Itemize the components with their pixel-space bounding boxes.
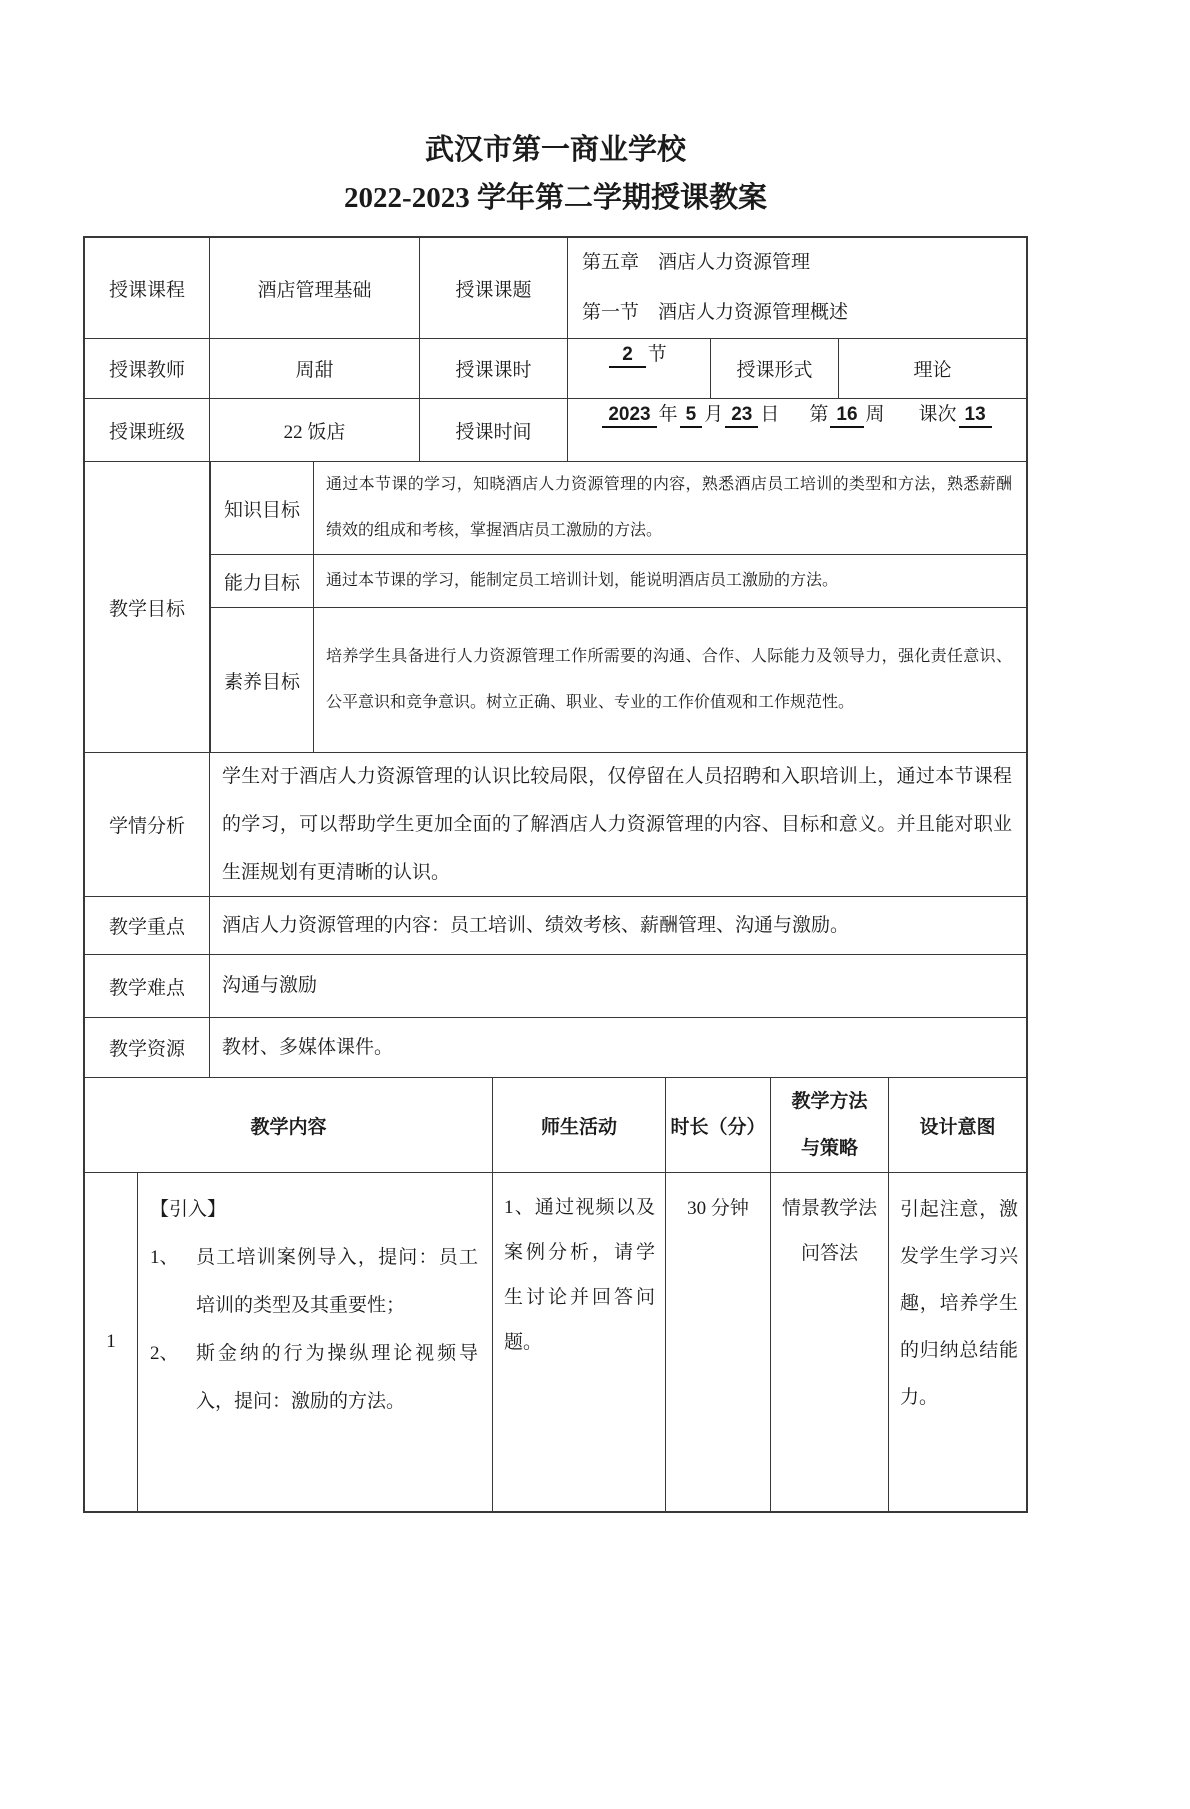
plan-row-content	[137, 1173, 492, 1511]
time-lesson-prefix: 课次	[918, 404, 957, 425]
time-year-unit: 年	[658, 404, 678, 425]
plan-header-method-line2: 与策略	[800, 1138, 858, 1159]
teacher-label: 授课教师	[108, 360, 185, 381]
document-body	[83, 126, 1028, 1513]
lesson-plan-page	[0, 126, 1190, 1809]
time-week: 16	[830, 404, 863, 428]
class-value: 22 饭店	[209, 399, 419, 461]
plan-header-duration: 时长（分）	[665, 1078, 770, 1172]
time-year: 2023	[602, 404, 656, 428]
teacher-value: 周甜	[209, 339, 419, 398]
goal-knowledge-row	[210, 462, 1026, 554]
topic-label: 授课课题	[419, 238, 567, 338]
focus-text: 酒店人力资源管理的内容：员工培训、绩效考核、薪酬管理、沟通与激励。	[209, 897, 1026, 954]
resource-label: 教学资源	[108, 1039, 185, 1060]
topic-value	[567, 238, 1026, 338]
plan-item-text: 斯金纳的行为操纵理论视频导入，提问：激励的方法。	[196, 1343, 478, 1412]
hours-label: 授课课时	[419, 339, 567, 398]
time-day: 23	[725, 404, 758, 428]
plan-row-method	[770, 1173, 888, 1511]
class-label: 授课班级	[108, 421, 185, 443]
plan-row-intent: 引起注意，激发学生学习兴趣，培养学生的归纳总结能力。	[888, 1173, 1026, 1511]
row-focus	[85, 896, 1026, 954]
resource-text: 教材、多媒体课件。	[209, 1018, 1026, 1077]
plan-row-number: 1	[106, 1331, 116, 1352]
goal-knowledge-text: 通过本节课的学习，知晓酒店人力资源管理的内容，熟悉酒店员工培训的类型和方法，熟悉薪酬绩效的组成和考核，掌握酒店员工激励的方法。	[313, 462, 1026, 554]
document-title	[83, 126, 1028, 222]
form-label: 授课形式	[710, 339, 838, 398]
school-name: 武汉市第一商业学校	[424, 134, 686, 166]
time-week-unit: 周	[865, 404, 885, 425]
row-resource	[85, 1017, 1026, 1077]
plan-header-activity: 师生活动	[492, 1078, 665, 1172]
row-analysis	[85, 752, 1026, 896]
row-goals	[85, 461, 1026, 752]
difficulty-label: 教学难点	[108, 977, 185, 999]
difficulty-text: 沟通与激励	[209, 955, 1026, 1017]
hours-unit: 节	[647, 344, 667, 365]
plan-header-method-line1: 教学方法	[791, 1091, 868, 1112]
goals-label: 教学目标	[108, 598, 185, 620]
goal-quality-row	[210, 607, 1026, 752]
topic-section: 第一节 酒店人力资源管理概述	[582, 302, 849, 323]
time-day-unit: 日	[760, 404, 780, 425]
plan-method-item: 情景教学法	[781, 1198, 877, 1219]
goal-quality-text: 培养学生具备进行人力资源管理工作所需要的沟通、合作、人际能力及领导力，强化责任意识、公平意识和竞争意识。树立正确、职业、专业的工作价值观和工作规范性。	[313, 608, 1026, 752]
plan-content-section-title: 【引入】	[150, 1199, 227, 1220]
plan-row-activity: 1、通过视频以及案例分析，请学生讨论并回答问题。	[492, 1173, 665, 1511]
row-teacher	[85, 338, 1026, 398]
plan-item-marker: 2、	[150, 1343, 179, 1364]
plan-header-content: 教学内容	[250, 1116, 327, 1138]
hours-number: 2	[609, 344, 646, 368]
time-label: 授课时间	[419, 399, 567, 461]
plan-item-text: 员工培训案例导入，提问：员工培训的类型及其重要性；	[196, 1247, 478, 1316]
topic-chapter: 第五章 酒店人力资源管理	[582, 252, 811, 273]
plan-method-item: 问答法	[800, 1243, 858, 1264]
row-course	[85, 238, 1026, 338]
time-lesson: 13	[959, 404, 992, 428]
goal-quality-label: 素养目标	[210, 608, 313, 752]
plan-row-duration: 30 分钟	[665, 1173, 770, 1511]
document-subtitle: 2022-2023 学年第二学期授课教案	[344, 182, 767, 214]
time-month-unit: 月	[704, 404, 724, 425]
time-week-prefix: 第	[809, 404, 829, 425]
plan-content-item	[150, 1330, 482, 1426]
plan-header-row	[85, 1077, 1026, 1172]
course-value: 酒店管理基础	[209, 238, 419, 338]
goals-rows	[209, 462, 1026, 752]
plan-header-method	[770, 1078, 888, 1172]
plan-data-row	[85, 1172, 1026, 1511]
row-class	[85, 398, 1026, 461]
course-label: 授课课程	[108, 279, 185, 301]
time-month: 5	[680, 404, 703, 428]
plan-item-marker: 1、	[150, 1247, 179, 1268]
focus-label: 教学重点	[108, 917, 185, 938]
goal-ability-label: 能力目标	[210, 555, 313, 607]
form-value: 理论	[838, 339, 1026, 398]
plan-header-intent: 设计意图	[888, 1078, 1026, 1172]
hours-value	[567, 339, 710, 398]
goal-ability-row	[210, 554, 1026, 607]
time-value	[567, 399, 1026, 461]
goal-ability-text: 通过本节课的学习，能制定员工培训计划，能说明酒店员工激励的方法。	[313, 555, 1026, 607]
lesson-plan-table	[83, 236, 1028, 1513]
analysis-text: 学生对于酒店人力资源管理的认识比较局限，仅停留在人员招聘和入职培训上，通过本节课程的学习，可以帮助学生更加全面的了解酒店人力资源管理的内容、目标和意义。并且能对职业生涯规划有更清晰的认识。	[209, 753, 1026, 896]
plan-content-item	[150, 1234, 482, 1330]
analysis-label: 学情分析	[108, 816, 185, 837]
row-difficulty	[85, 954, 1026, 1017]
goal-knowledge-label: 知识目标	[210, 462, 313, 554]
